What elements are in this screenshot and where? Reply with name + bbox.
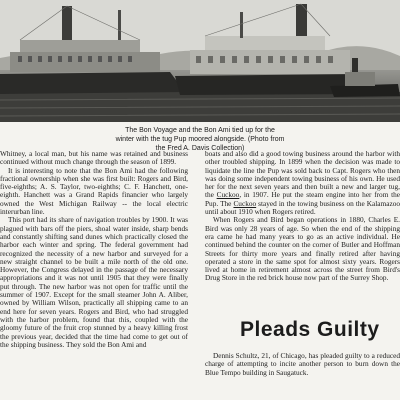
news-brief bbox=[205, 352, 400, 377]
left-paragraph-1: Whitney, a local man, but his name was retained and business continued without much change through the season of 1899. bbox=[0, 149, 188, 167]
caption-line-2: winter with the tug Pup moored alongside. (Photo from bbox=[115, 136, 285, 143]
caption-line-1: The Bon Voyage and the Bon Ami tied up for the bbox=[125, 127, 275, 134]
tug-name-cuckoo: Cuckoo bbox=[216, 190, 240, 200]
headline-pleads-guilty: Pleads Guilty bbox=[240, 318, 380, 341]
steamboats-illustration bbox=[0, 0, 400, 122]
tug-name-cuckoo-2: Cuckoo bbox=[233, 198, 257, 208]
right-paragraph-1-text-b: , in 1907. He put the steam engine into her from the Pup. The bbox=[205, 190, 400, 208]
caption-line-3: the Fred A. Davis Collection) bbox=[155, 145, 245, 152]
right-paragraph-2: When Rogers and Bird began operations in 1880, Charles E. Bird was only 28 years of age. So when the end of the shipping era came he had many years to go as an active individual. He continued behind the counter on the corner of Butler and Hoffman Streets for thirty more years and finally retired after having operated a store in the same spot for almost sixty years. Rogers lived at home in retirement almost across the street from Bird's Drug Store in the red brick house now part of the Surrey Shop. bbox=[205, 215, 400, 283]
brief-paragraph-1: Dennis Schultz, 21, of Chicago, has pleaded guilty to a reduced charge of attempting to incite another person to burn down the Blue Tempo building in Saugatuck. bbox=[205, 351, 400, 377]
right-paragraph-1 bbox=[205, 150, 400, 216]
left-paragraph-3: This port had its share of navigation troubles by 1900. It was plagued with bars off the piers, shoal water inside, sharp bends and constantly shifting sand dunes which practically closed the harbor each winter and spring. The federal government had recognized the necessity of a new harbor and surveyed for a new straight channel to be built a mile north of the old one. However, the Congress delayed in the passage of the necessary appropriations and it was not until 1905 that they were finally put through. The new harbor was not open for traffic until the summer of 1907. Except for the small steamer John A. Aliber, owned by William Wilson, practically all shipping came to an end here for seven years. Rogers and Bird, who had struggled with the harbor problem, found that this, coupled with the gloomy future of the fruit crop stunned by a heavy killing frost the previous year, decided that the time had come to get out of the shipping business. They sold the Bon Ami and bbox=[0, 215, 188, 349]
left-column bbox=[0, 150, 188, 349]
left-paragraph-2: It is interesting to note that the Bon Ami had the following fractional ownership when she was first built: Rogers and Bird, five-eighths; A. S. Taylor, two-eighths; C. F. Hanchett, one-eighth. Hanchett was a Grand Rapids financier who largely owned the West Michigan Railway -- the local electric interurban line. bbox=[0, 165, 188, 217]
right-paragraph-1-text-c: stayed in the towing business on the Kalamazoo until about 1910 when Rogers retired. bbox=[205, 198, 400, 217]
right-paragraph-1-text: boats and also did a good towing business around the harbor with other troubled shipping. In 1899 when the decision was made to liquidate the line the Pup was sold back to Capt. Rogers who then was doing some independent towing business of his own. He used her for the next seven years and then built a new and larger tug, the bbox=[205, 149, 400, 200]
steamboats-photo bbox=[0, 0, 400, 122]
right-column bbox=[205, 150, 400, 283]
